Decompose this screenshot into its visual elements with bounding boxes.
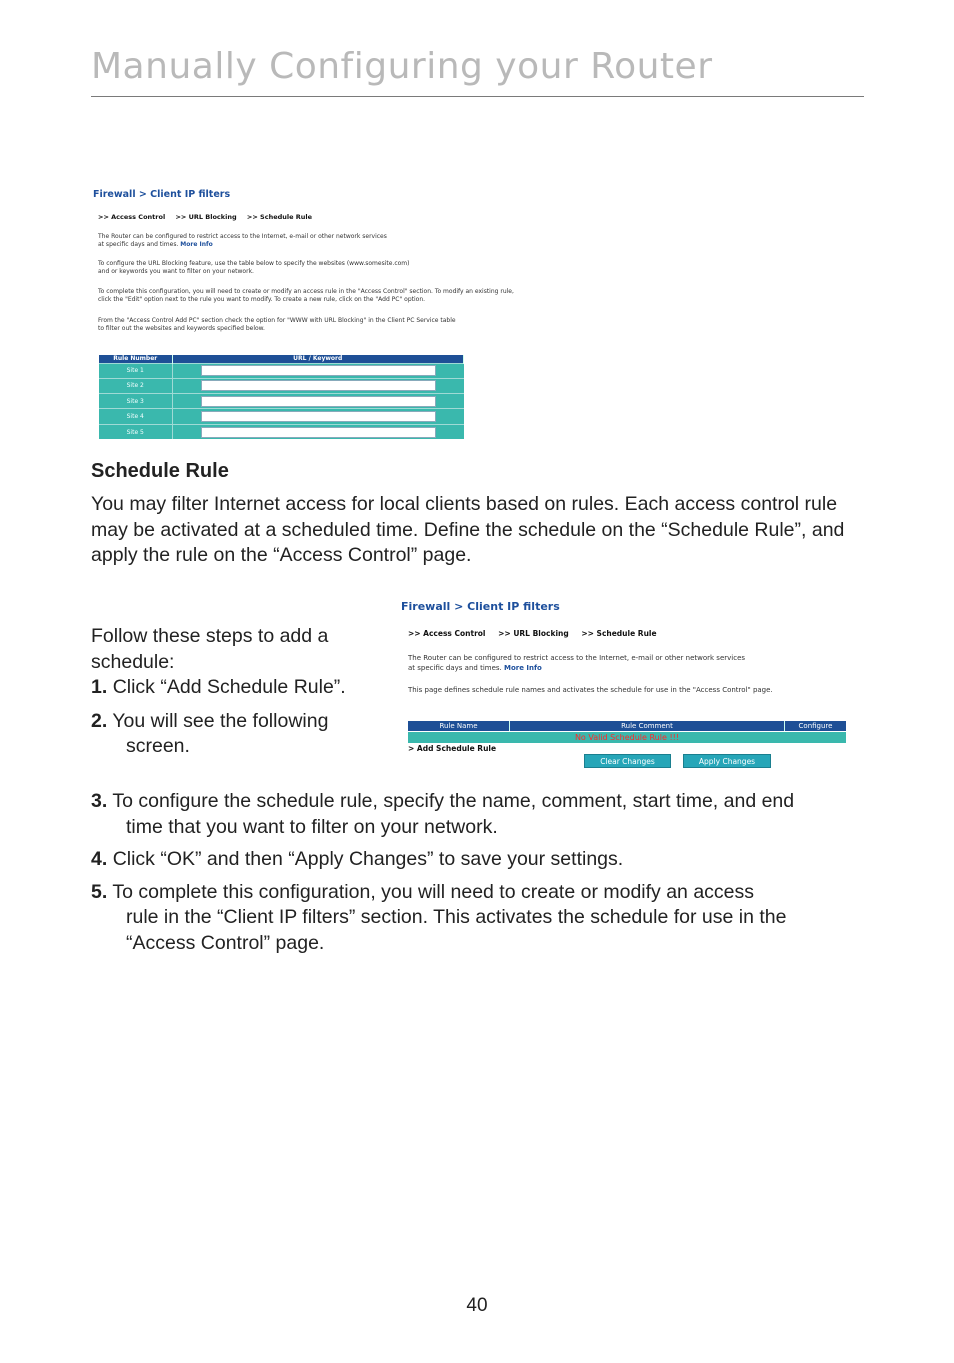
steps-lead: Follow these steps to add a schedule: (91, 625, 329, 673)
step-number: 2. (91, 709, 108, 732)
site-label: Site 5 (99, 424, 172, 439)
table-row (99, 378, 464, 393)
nav-schedule-rule: >> Schedule Rule (246, 213, 313, 221)
nav-url-blocking: >> URL Blocking (175, 213, 237, 221)
site-label: Site 3 (99, 394, 172, 409)
sub-nav (408, 629, 667, 638)
step-5 (91, 880, 866, 957)
column-header-rule-number: Rule Number (99, 355, 172, 363)
title-divider (91, 96, 864, 97)
step-text: To complete this configuration, you will need to create or modify an access (112, 880, 755, 903)
add-schedule-rule-link: > Add Schedule Rule (408, 744, 497, 753)
description-line: To complete this configuration, you will need to create or modify an access rule in the "Access Control" section. To modify an existing rule, (98, 288, 514, 295)
apply-changes-button: Apply Changes (683, 754, 771, 768)
url-keyword-input (201, 396, 436, 407)
nav-access-control: >> Access Control (408, 629, 486, 638)
description-line: The Router can be configured to restrict access to the Internet, e-mail or other network services (408, 654, 746, 662)
url-keyword-input (201, 365, 436, 376)
description-line: click the "Edit" option next to the rule you want to modify. To create a new rule, click on the "Add PC" option. (98, 296, 426, 303)
step-number: 4. (91, 848, 108, 870)
url-keyword-table (99, 355, 464, 439)
url-keyword-input (201, 380, 436, 391)
description-line: at specific days and times. (408, 663, 502, 672)
schedule-rule-screenshot (400, 598, 855, 778)
url-keyword-input (201, 427, 436, 438)
url-blocking-screenshot (91, 186, 581, 446)
table-row (99, 394, 464, 409)
step-2 (91, 709, 381, 760)
table-row (99, 424, 464, 439)
section-intro: You may filter Internet access for local clients based on rules. Each access control rule may be activated at a scheduled time. Define the schedule on the “Schedule Rule”, and apply the rule on the “Access Control” page. (91, 493, 845, 566)
step-number: 5. (91, 880, 108, 903)
description-2: This page defines schedule rule names and activates the schedule for use in the "Access Control" page. (408, 686, 773, 694)
step-text: Click “Add Schedule Rule”. (112, 676, 346, 698)
empty-schedule-message: No Valid Schedule Rule !!! (408, 732, 846, 743)
schedule-table-header (408, 721, 846, 731)
column-header-rule-comment: Rule Comment (510, 721, 785, 731)
step-number: 3. (91, 790, 108, 812)
step-1 (91, 675, 381, 701)
description-line: From the "Access Control Add PC" section check the option for "WWW with URL Blocking" in the Client PC Service table (98, 317, 456, 324)
more-info-link: More Info (180, 241, 213, 248)
step-number: 1. (91, 676, 108, 698)
nav-schedule-rule: >> Schedule Rule (581, 629, 657, 638)
clear-changes-button: Clear Changes (584, 754, 671, 768)
step-text-cont: “Access Control” page. (126, 931, 325, 954)
step-text-cont: screen. (126, 735, 190, 757)
nav-access-control: >> Access Control (98, 213, 166, 221)
description-3 (98, 288, 578, 304)
page-number: 40 (466, 1295, 488, 1316)
more-info-link: More Info (504, 663, 542, 672)
site-label: Site 1 (99, 363, 172, 378)
steps-list-upper (91, 624, 381, 760)
description-1 (408, 654, 848, 673)
site-label: Site 4 (99, 409, 172, 424)
description-4 (98, 317, 578, 333)
step-text-cont: rule in the “Client IP filters” section. This activates the schedule for use in the (126, 906, 787, 928)
step-text: Click “OK” and then “Apply Changes” to save your settings. (112, 848, 624, 870)
step-text-cont: time that you want to filter on your network. (126, 815, 498, 838)
table-row (99, 363, 464, 378)
url-keyword-input (201, 411, 436, 422)
steps-list-lower (91, 789, 866, 963)
sub-nav (98, 213, 320, 221)
column-header-rule-name: Rule Name (408, 721, 510, 731)
description-line: to filter out the websites and keywords specified below. (98, 325, 265, 332)
page-title: Manually Configuring your Router (91, 46, 713, 87)
breadcrumb: Firewall > Client IP filters (401, 600, 560, 613)
step-text: To configure the schedule rule, specify the name, comment, start time, and end (112, 790, 795, 812)
description-1 (98, 233, 578, 249)
description-line: To configure the URL Blocking feature, use the table below to specify the websites (www.somesite.com) (98, 260, 410, 267)
section-heading: Schedule Rule (91, 460, 229, 482)
column-header-configure: Configure (798, 722, 833, 730)
description-line: The Router can be configured to restrict access to the Internet, e-mail or other network services (98, 233, 387, 240)
site-label: Site 2 (99, 378, 172, 393)
nav-url-blocking: >> URL Blocking (498, 629, 569, 638)
step-4 (91, 847, 866, 873)
description-line: at specific days and times. (98, 241, 179, 248)
description-2 (98, 260, 578, 276)
step-text: You will see the following (112, 709, 329, 732)
step-3 (91, 789, 866, 840)
column-header-url-keyword: URL / Keyword (172, 355, 464, 363)
table-row (99, 409, 464, 424)
description-line: and or keywords you want to filter on your network. (98, 268, 254, 275)
breadcrumb: Firewall > Client IP filters (93, 189, 231, 200)
